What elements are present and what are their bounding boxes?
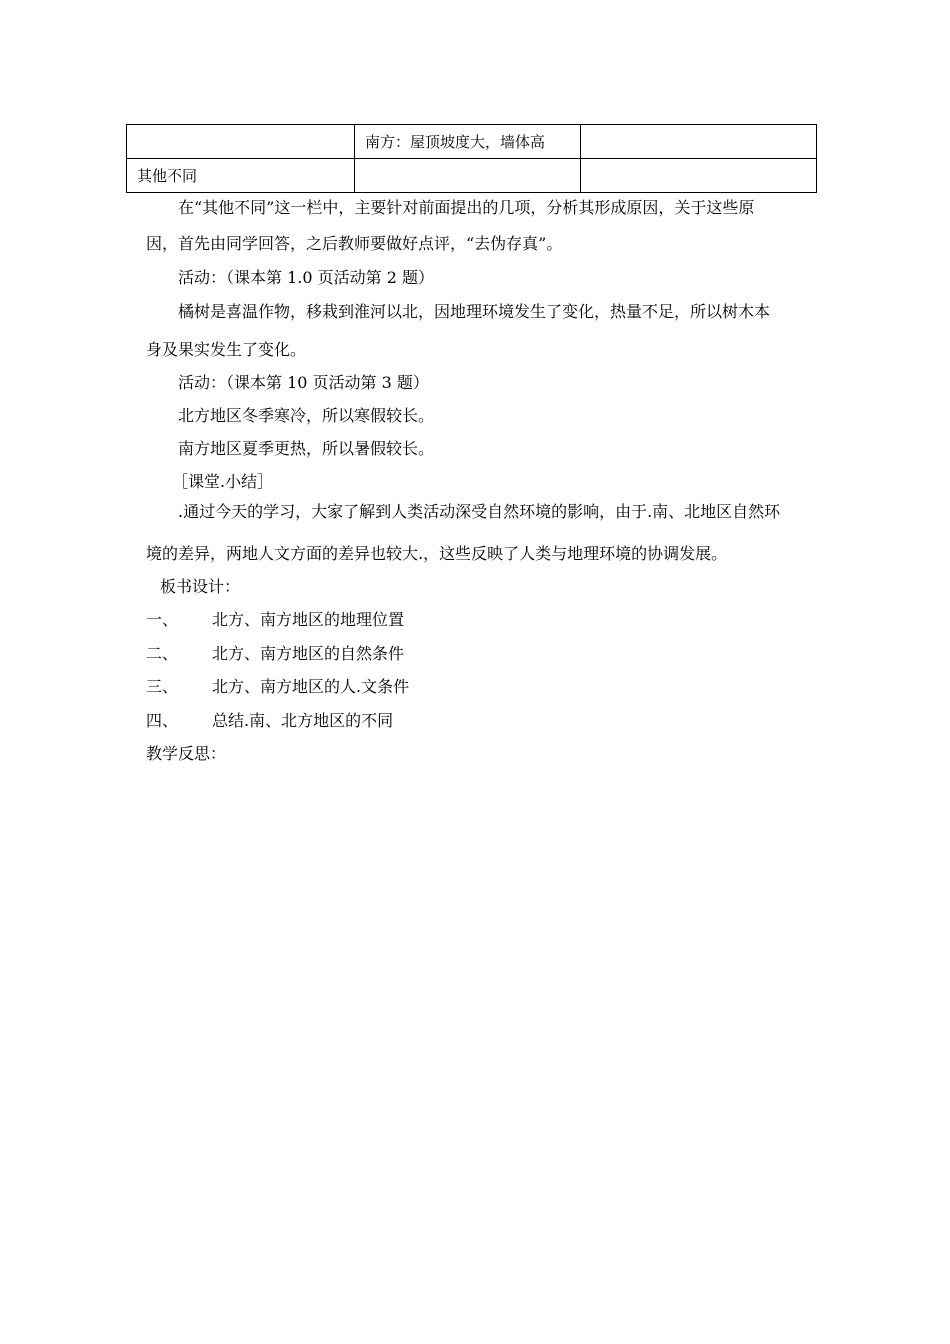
comparison-table (126, 124, 817, 193)
list-number: 四、 (146, 711, 179, 730)
paragraph-line: 境的差异，两地人文方面的差异也较大.，这些反映了人类与地理环境的协调发展。 (146, 544, 728, 563)
paragraph-line: 橘树是喜温作物，移栽到淮河以北，因地理环境发生了变化，热量不足，所以树木本 (178, 302, 771, 321)
table-cell: 南方：屋顶坡度大，墙体高 (355, 125, 581, 159)
table-cell (127, 125, 355, 159)
reflection-heading: 教学反思： (146, 744, 227, 763)
list-number: 一、 (146, 610, 179, 629)
list-item: 北方、南方地区的人.文条件 (212, 677, 410, 696)
table-row (127, 159, 817, 193)
list-number: 三、 (146, 677, 179, 696)
activity-heading: 活动：（课本第 10 页活动第 3 题） (178, 373, 429, 392)
table-row (127, 125, 817, 159)
table-cell (581, 159, 817, 193)
table-cell: 其他不同 (127, 159, 355, 193)
table-cell (581, 125, 817, 159)
board-title: 板书设计： (160, 577, 241, 596)
table-cell (355, 159, 581, 193)
paragraph-line: 南方地区夏季更热，所以暑假较长。 (178, 439, 435, 458)
paragraph-line: 身及果实发生了变化。 (146, 340, 307, 359)
paragraph-line: 在“其他不同”这一栏中，主要针对前面提出的几项，分析其形成原因，关于这些原 (178, 198, 755, 217)
paragraph-line: 因，首先由同学回答，之后教师要做好点评，“去伪存真”。 (146, 234, 563, 253)
list-item: 北方、南方地区的地理位置 (212, 610, 405, 629)
list-item: 总结.南、北方地区的不同 (212, 711, 394, 730)
activity-heading: 活动：（课本第 1.0 页活动第 2 题） (178, 268, 434, 287)
summary-heading: ［课堂.小结］ (172, 472, 274, 491)
paragraph-line: 北方地区冬季寒冷，所以寒假较长。 (178, 406, 435, 425)
paragraph-line: .通过今天的学习，大家了解到人类活动深受自然环境的影响，由于.南、北地区自然环 (178, 502, 781, 521)
list-number: 二、 (146, 644, 179, 663)
list-item: 北方、南方地区的自然条件 (212, 644, 405, 663)
